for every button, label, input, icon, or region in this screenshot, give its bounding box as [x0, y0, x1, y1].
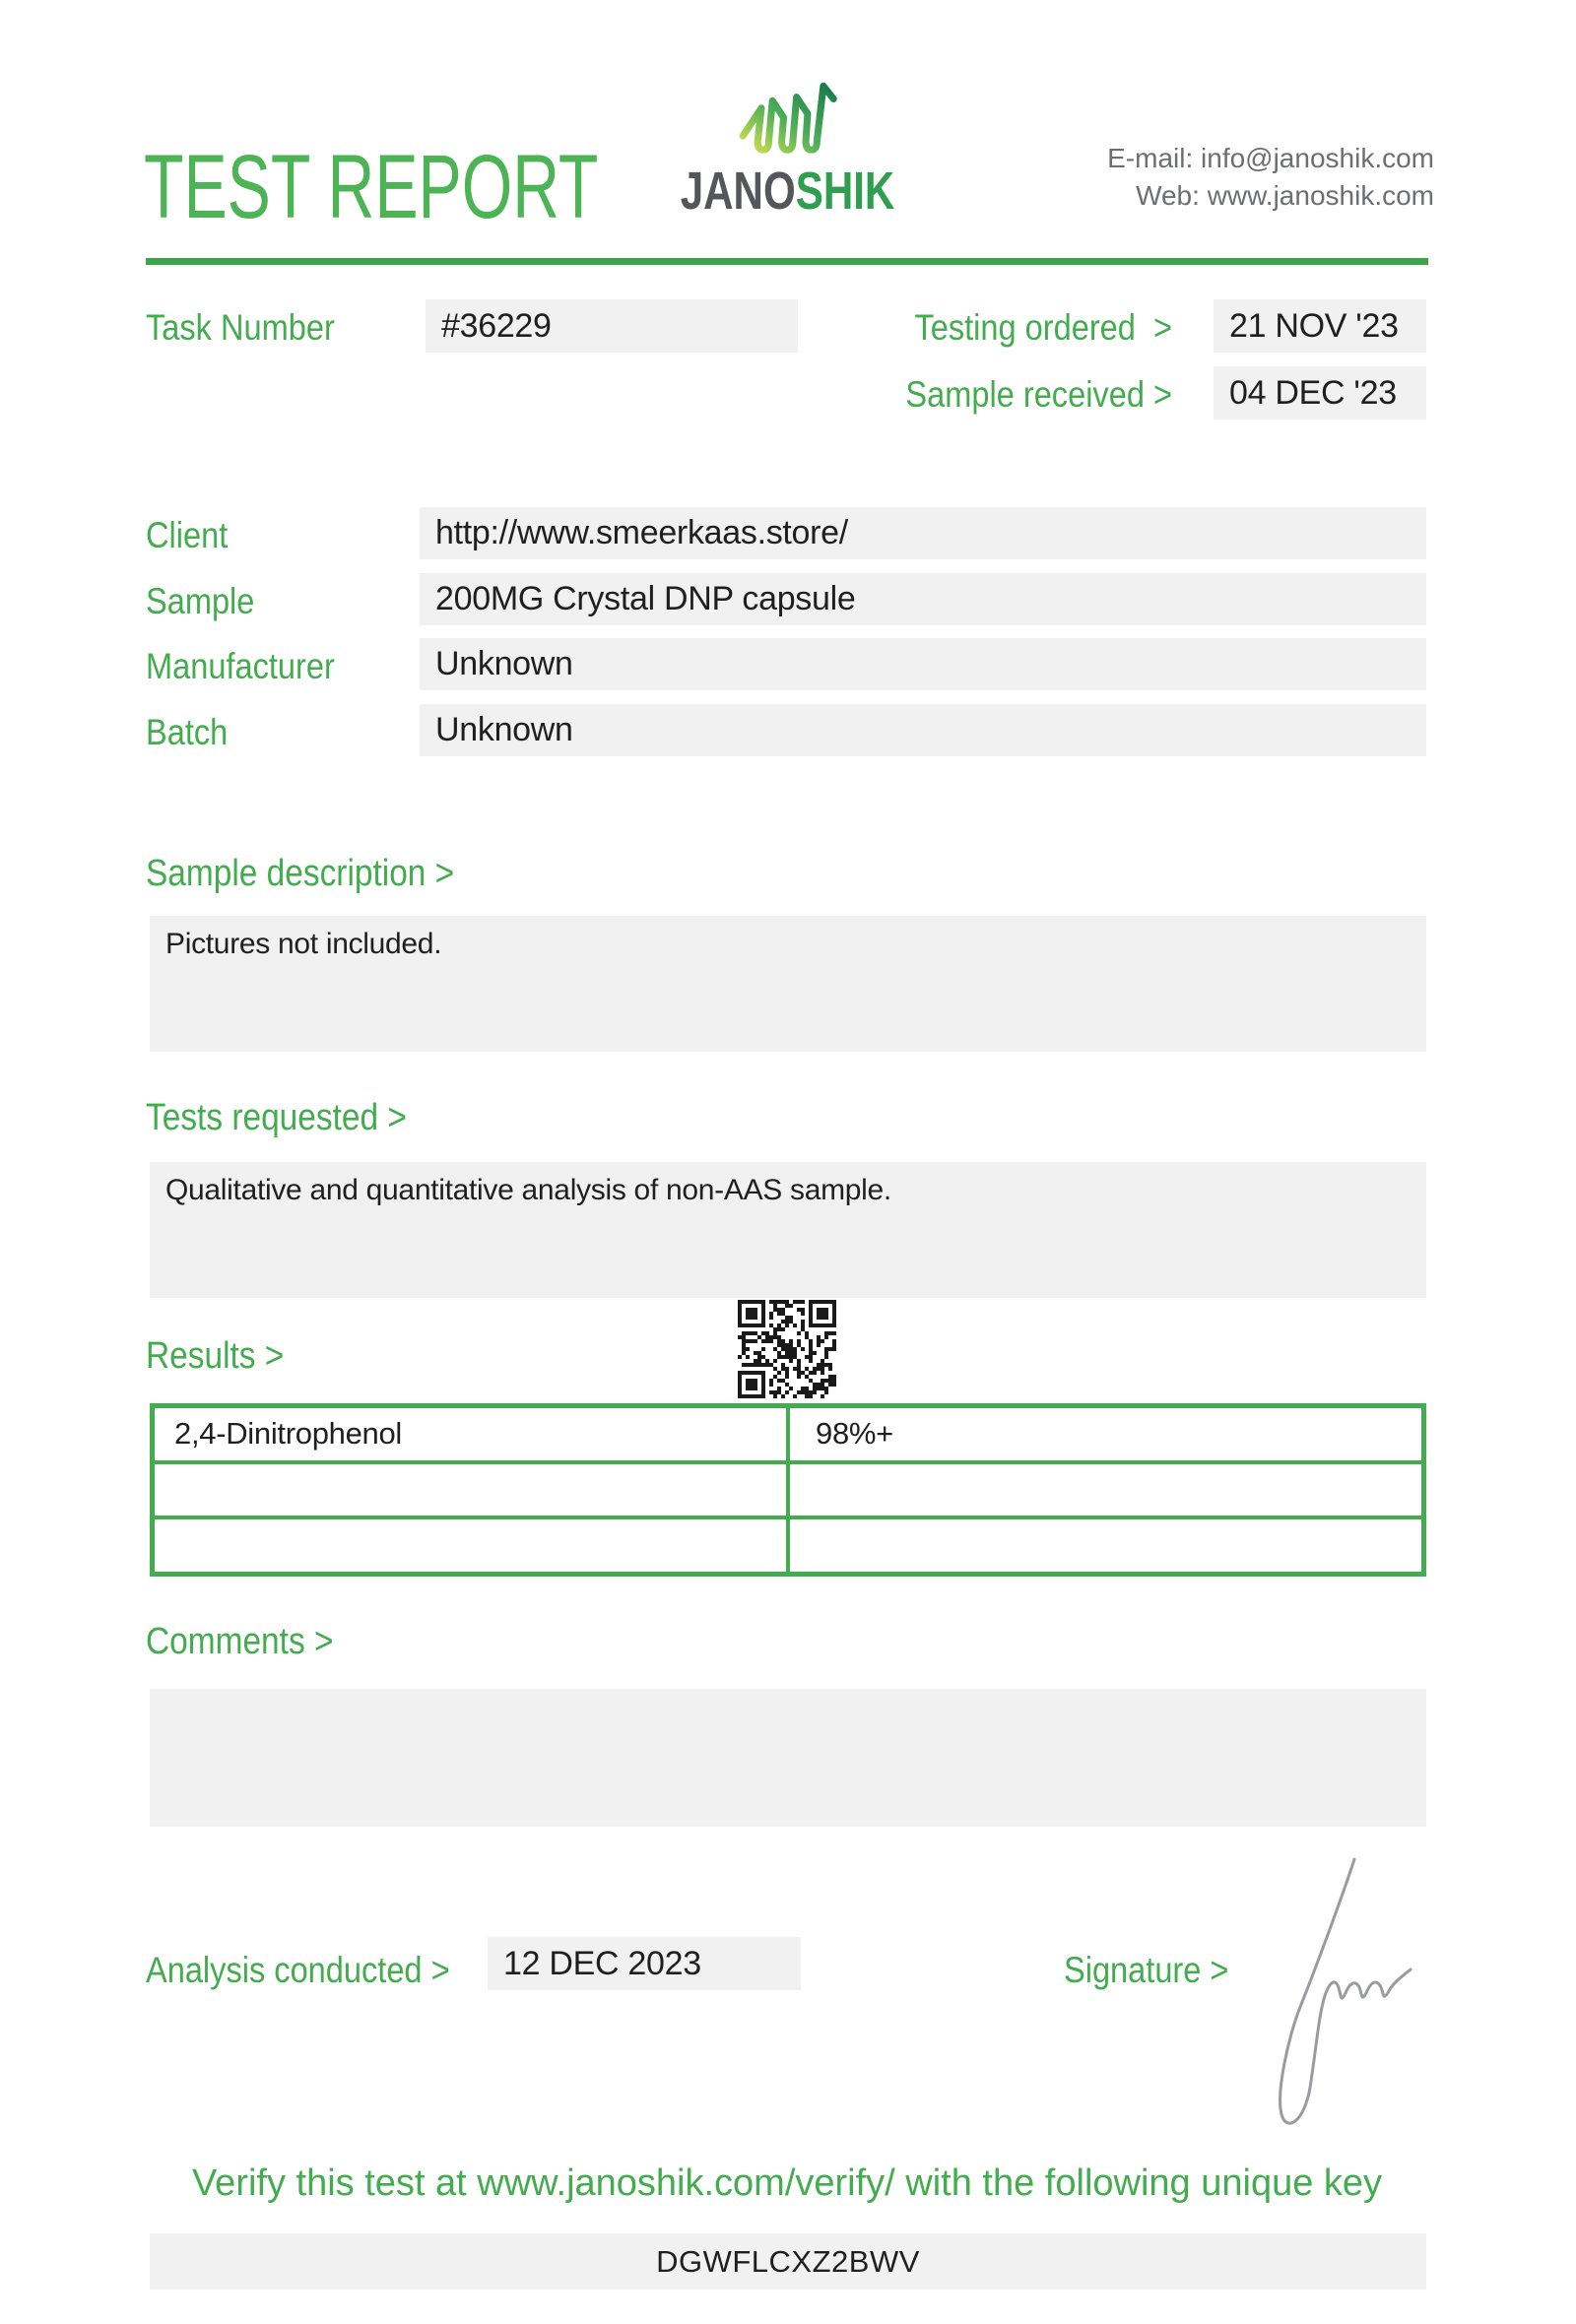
verify-key: DGWFLCXZ2BWV	[656, 2243, 920, 2279]
sample-field	[420, 573, 1426, 625]
sample-received-field	[1214, 366, 1426, 420]
logo-shik: SHIK	[796, 161, 895, 221]
testing-ordered-label: Testing ordered >	[914, 307, 1172, 348]
analysis-date-field	[488, 1937, 801, 1990]
contact-block	[985, 140, 1434, 215]
verify-instruction: Verify this test at www.janoshik.com/verify/ with the following unique key	[191, 2163, 1383, 2204]
verify-key-box	[150, 2233, 1426, 2290]
results-cell-purity: 98%+	[790, 1408, 1421, 1460]
testing-ordered-value: 21 NOV '23	[1229, 306, 1399, 345]
sample-received-label: Sample received >	[905, 374, 1172, 415]
manufacturer-label: Manufacturer	[146, 646, 335, 686]
chevron-right-icon: >	[1152, 374, 1172, 415]
signature-image	[1261, 1840, 1418, 2140]
batch-value: Unknown	[435, 711, 573, 748]
testing-ordered-field	[1214, 299, 1426, 353]
qr-code	[736, 1298, 838, 1400]
results-cell-empty	[790, 1464, 1421, 1517]
comments-box	[150, 1689, 1426, 1827]
analysis-conducted-label: Analysis conducted >	[146, 1950, 450, 1990]
tests-requested-box	[150, 1162, 1426, 1298]
comments-text	[150, 1689, 1426, 1712]
client-label: Client	[146, 515, 229, 555]
sample-received-value: 04 DEC '23	[1229, 373, 1397, 412]
chevron-right-icon: >	[1152, 307, 1172, 348]
results-cell-empty	[155, 1519, 786, 1572]
sample-label: Sample	[146, 581, 255, 621]
tests-requested-text: Qualitative and quantitative analysis of non-AAS sample.	[165, 1174, 891, 1206]
results-table	[150, 1403, 1426, 1577]
sample-description-text: Pictures not included.	[165, 928, 442, 960]
results-cell-empty	[155, 1464, 786, 1517]
results-cell-empty	[790, 1519, 1421, 1572]
logo-wordmark	[666, 161, 910, 221]
header-divider	[146, 258, 1428, 265]
manufacturer-field	[420, 638, 1426, 690]
results-heading: Results >	[146, 1335, 285, 1377]
signature-label: Signature >	[1064, 1950, 1229, 1990]
results-cell-substance: 2,4-Dinitrophenol	[155, 1408, 786, 1460]
analysis-date-value: 12 DEC 2023	[503, 1944, 701, 1982]
client-value: http://www.smeerkaas.store/	[435, 514, 848, 551]
bar-chart-growth-icon	[731, 75, 851, 167]
task-number-label: Task Number	[146, 307, 335, 348]
manufacturer-value: Unknown	[435, 645, 573, 682]
client-field	[420, 507, 1426, 559]
task-number-field	[426, 299, 798, 353]
batch-label: Batch	[146, 712, 229, 752]
tests-requested-heading: Tests requested >	[146, 1097, 407, 1138]
contact-email: E-mail: info@janoshik.com	[1107, 143, 1434, 173]
sample-value: 200MG Crystal DNP capsule	[435, 580, 856, 617]
sample-description-box	[150, 916, 1426, 1052]
batch-field	[420, 704, 1426, 756]
comments-heading: Comments >	[146, 1621, 334, 1662]
contact-web: Web: www.janoshik.com	[1136, 180, 1434, 211]
logo-jano: JANO	[681, 161, 797, 221]
page-title: TEST REPORT	[144, 137, 599, 237]
sample-description-heading: Sample description >	[146, 853, 455, 894]
task-number-value: #36229	[441, 306, 552, 345]
